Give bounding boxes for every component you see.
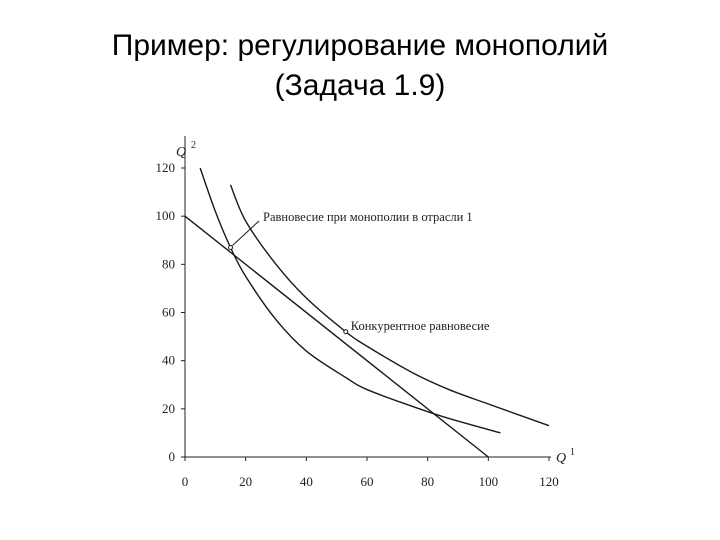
- series-line-curve-lower: [200, 168, 500, 433]
- y-axis-label-superscript: 2: [191, 140, 196, 151]
- competitive-equilibrium-label: Конкурентное равновесие: [350, 318, 490, 333]
- x-tick-label: 60: [360, 474, 374, 489]
- y-tick-label: 0: [168, 449, 175, 464]
- series-line-straight-line: [185, 216, 488, 457]
- monopoly-equilibrium-leader: [233, 221, 260, 245]
- x-axis-label-superscript: 1: [570, 447, 575, 458]
- y-axis-label: Q: [176, 145, 187, 160]
- x-tick-label: 80: [421, 474, 435, 489]
- y-tick-label: 40: [162, 352, 175, 368]
- monopoly-equilibrium-point: [229, 245, 233, 249]
- y-tick-label: 120: [155, 160, 175, 175]
- x-tick-label: 20: [239, 474, 253, 489]
- x-axis-label: Q: [556, 451, 567, 466]
- x-tick-label: 100: [478, 474, 499, 489]
- x-tick-label: 0: [181, 474, 189, 489]
- monopoly-equilibrium-label: Равновесие при монополии в отрасли 1: [263, 210, 473, 224]
- x-tick-label: 120: [539, 474, 559, 489]
- competitive-equilibrium-point: [344, 330, 348, 334]
- x-tick-label: 40: [299, 474, 313, 489]
- slide-title-line-2: (Задача 1.9): [274, 69, 446, 102]
- y-tick-label: 80: [162, 256, 175, 272]
- y-tick-label: 60: [162, 304, 175, 320]
- y-tick-label: 20: [162, 400, 175, 416]
- slide-title-line-1: Пример: регулирование монополий: [111, 29, 609, 62]
- y-tick-label: 100: [155, 208, 175, 224]
